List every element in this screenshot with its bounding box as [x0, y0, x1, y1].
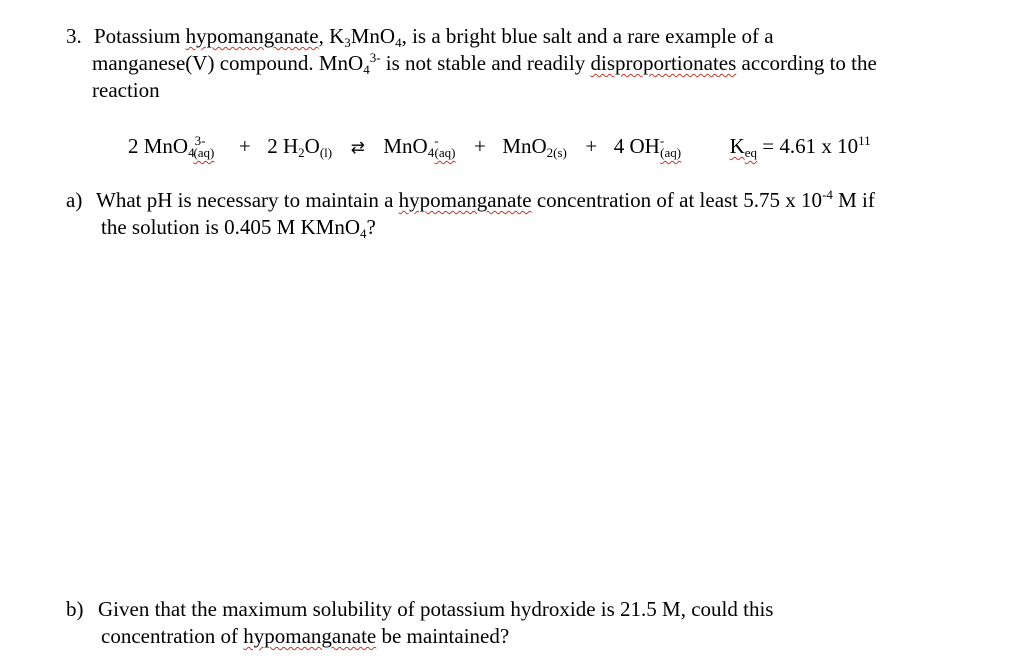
eq-text: MnO: [502, 134, 547, 158]
part-b-label: [66, 599, 84, 620]
intro-line-3: [92, 80, 160, 101]
spellcheck-word[interactable]: hypomanganate: [185, 24, 319, 48]
spellcheck-word[interactable]: hypomanganate: [398, 188, 532, 212]
equilibrium-arrow: ⇄: [350, 138, 365, 158]
eq-text: MnO: [383, 134, 428, 158]
question-text: concentration of at least 5.75 x 10: [531, 188, 823, 212]
subscript: 4: [363, 62, 370, 77]
state-label: (s): [553, 145, 567, 160]
superscript: -: [659, 133, 665, 148]
part-b-line-1: [98, 599, 773, 620]
subscript: 4: [360, 226, 367, 241]
plus-sign: +: [473, 134, 486, 158]
eq-term-3: [383, 134, 455, 158]
question-text: What pH is necessary to maintain a: [96, 188, 399, 212]
question-text: Given that the maximum solubility of potassium hydroxide is 21.5 M, could this: [98, 597, 774, 621]
eq-term-1: [128, 134, 214, 158]
plus-sign: +: [585, 134, 598, 158]
eq-term-5: [614, 134, 681, 158]
intro-text: MnO: [350, 24, 396, 48]
spellcheck-word[interactable]: hypomanganate: [243, 624, 377, 648]
state-label: (aq): [193, 145, 215, 160]
eq-text: 2 MnO: [128, 134, 189, 158]
subscript: 3: [344, 35, 351, 50]
intro-line-2: [92, 50, 877, 77]
superscript: -4: [822, 187, 833, 202]
plus-sign: +: [238, 134, 251, 158]
eq-term-4: [502, 134, 567, 158]
state-label: (l): [319, 145, 333, 160]
eq-text: K: [729, 134, 745, 158]
subscript: 4: [427, 145, 435, 160]
state-label: (aq): [660, 145, 682, 160]
reaction-equation: [128, 133, 871, 160]
part-a-label-text: a): [66, 188, 83, 212]
subscript: 2: [298, 145, 305, 160]
superscript: 3-: [194, 133, 206, 148]
eq-text: 2 H: [267, 134, 299, 158]
equilibrium-constant: [730, 134, 871, 158]
spellcheck-word[interactable]: disproportionates: [590, 51, 737, 75]
question-text: the solution is 0.405 M KMnO: [101, 215, 361, 239]
part-a-line-2: [101, 215, 376, 241]
superscript: 11: [858, 133, 871, 148]
intro-text: , is a bright blue salt and a rare example of a: [401, 24, 774, 48]
part-a-line-1: [96, 187, 875, 212]
intro-text: is not stable and readily: [380, 51, 591, 75]
intro-line-1: [94, 24, 774, 50]
state-label: (aq): [434, 145, 456, 160]
intro-text: Potassium: [94, 24, 186, 48]
eq-text: 4 OH: [613, 134, 660, 158]
subscript: 2: [546, 145, 554, 160]
intro-text: manganese(V) compound. MnO: [92, 51, 364, 75]
question-text: ?: [366, 215, 376, 239]
intro-text: according to the: [736, 51, 877, 75]
intro-text: reaction: [92, 78, 160, 102]
part-b-label-text: b): [66, 597, 84, 621]
subscript: 4: [188, 145, 195, 160]
eq-term-2: [267, 134, 332, 158]
superscript: -: [434, 133, 439, 148]
part-b-line-2: [101, 626, 509, 647]
problem-number-text: 3.: [66, 24, 82, 48]
part-a-label: [66, 190, 82, 211]
problem-number: [66, 26, 82, 47]
question-text: be maintained?: [376, 624, 510, 648]
subscript: eq: [744, 145, 758, 160]
superscript: 3-: [369, 50, 381, 65]
question-text: M if: [832, 188, 875, 212]
eq-text: = 4.61 x 10: [757, 134, 859, 158]
eq-text: O: [304, 134, 320, 158]
question-text: concentration of: [101, 624, 244, 648]
intro-text: , K: [318, 24, 345, 48]
subscript: 4: [395, 35, 402, 50]
